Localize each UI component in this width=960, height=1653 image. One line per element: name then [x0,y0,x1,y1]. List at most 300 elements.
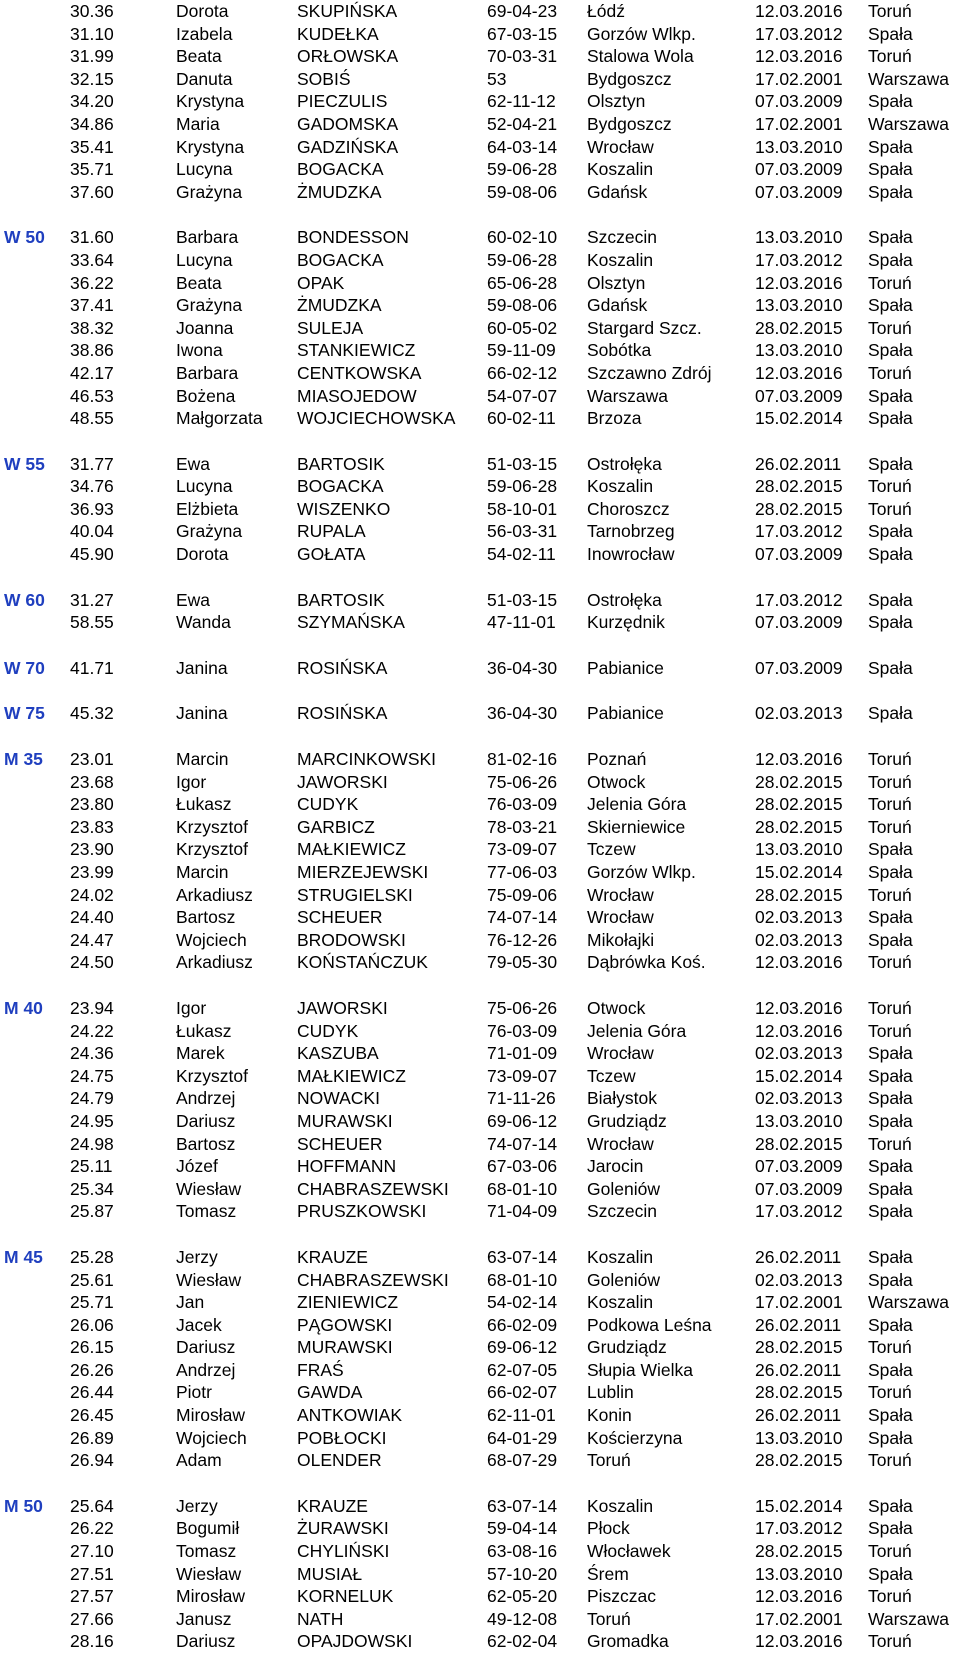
record-row [0,816,960,839]
birthplace-cell: Bydgoszcz [587,68,672,89]
date-cell: 28.02.2015 [755,476,843,497]
category-label: W 55 [4,453,45,474]
venue-cell: Spała [868,453,913,474]
venue-cell: Spała [868,227,913,248]
group-spacer [0,974,960,997]
last-name-cell: CUDYK [297,794,359,815]
time-cell: 26.45 [70,1405,114,1426]
first-name-cell: Arkadiusz [176,952,253,973]
record-row [0,0,960,23]
record-row [0,1404,960,1427]
time-cell: 25.28 [70,1246,114,1267]
record-row [0,362,960,385]
birth-date-cell: 75-06-26 [487,771,558,792]
date-cell: 13.03.2010 [755,340,843,361]
time-cell: 25.71 [70,1292,114,1313]
first-name-cell: Marek [176,1043,225,1064]
birth-date-cell: 75-06-26 [487,997,558,1018]
first-name-cell: Bogumił [176,1518,240,1539]
birth-date-cell: 59-08-06 [487,181,558,202]
venue-cell: Spała [868,408,913,429]
date-cell: 02.03.2013 [755,1088,843,1109]
date-cell: 12.03.2016 [755,749,843,770]
venue-cell: Spała [868,1359,913,1380]
last-name-cell: RUPALA [297,521,366,542]
birth-date-cell: 54-02-11 [487,544,556,565]
time-cell: 25.11 [70,1156,113,1177]
time-cell: 28.16 [70,1631,114,1652]
last-name-cell: BOGACKA [297,249,384,270]
birthplace-cell: Skierniewice [587,816,686,837]
birth-date-cell: 71-11-26 [487,1088,556,1109]
birthplace-cell: Tczew [587,839,636,860]
category-label: M 40 [4,997,43,1018]
birth-date-cell: 54-02-14 [487,1292,558,1313]
first-name-cell: Barbara [176,227,239,248]
venue-cell: Spała [868,1563,913,1584]
birthplace-cell: Gorzów Wlkp. [587,862,696,882]
first-name-cell: Dorota [176,1,229,21]
category-group [0,226,960,429]
category-group [0,1495,960,1653]
record-row [0,1133,960,1156]
birthplace-cell: Warszawa [587,385,669,406]
group-spacer [0,725,960,748]
time-cell: 24.50 [70,952,114,973]
venue-cell: Spała [868,1043,913,1064]
birth-date-cell: 64-03-14 [487,136,558,157]
venue-cell: Warszawa [868,113,950,134]
date-cell: 13.03.2010 [755,1110,843,1131]
birthplace-cell: Kościerzyna [587,1427,683,1448]
time-cell: 24.36 [70,1043,114,1064]
venue-cell: Spała [868,1495,913,1516]
venue-cell: Spała [868,1178,913,1199]
birthplace-cell: Grudziądz [587,1110,667,1131]
venue-cell: Toruń [868,1337,912,1358]
date-cell: 12.03.2016 [755,997,843,1018]
record-row [0,951,960,974]
last-name-cell: SZYMAŃSKA [297,612,405,633]
birth-date-cell: 54-07-07 [487,385,558,406]
venue-cell: Toruń [868,46,912,67]
venue-cell: Spała [868,1427,913,1448]
first-name-cell: Jacek [176,1314,222,1335]
first-name-cell: Danuta [176,68,233,89]
time-cell: 31.27 [70,589,114,610]
last-name-cell: OPAK [297,272,345,293]
birth-date-cell: 52-04-21 [487,113,558,134]
first-name-cell: Jan [176,1292,205,1313]
birth-date-cell: 74-07-14 [487,1133,558,1154]
record-row [0,1608,960,1631]
birthplace-cell: Koszalin [587,249,654,270]
date-cell: 15.02.2014 [755,862,843,882]
birthplace-cell: Olsztyn [587,272,646,293]
record-row [0,1155,960,1178]
last-name-cell: BOGACKA [297,476,384,497]
birthplace-cell: Jelenia Góra [587,1020,687,1041]
birthplace-cell: Lublin [587,1382,634,1403]
venue-cell: Toruń [868,771,912,792]
date-cell: 02.03.2013 [755,1269,843,1290]
record-row [0,1110,960,1133]
date-cell: 15.02.2014 [755,1065,843,1086]
time-cell: 24.75 [70,1065,114,1086]
venue-cell: Spała [868,657,913,678]
record-row [0,657,960,680]
record-row [0,1495,960,1518]
time-cell: 24.02 [70,884,114,905]
last-name-cell: BARTOSIK [297,589,385,610]
time-cell: 31.10 [70,23,114,44]
birth-date-cell: 53 [487,68,507,89]
last-name-cell: POBŁOCKI [297,1427,387,1448]
first-name-cell: Wiesław [176,1269,242,1290]
date-cell: 12.03.2016 [755,362,843,383]
first-name-cell: Ewa [176,589,211,610]
venue-cell: Spała [868,929,913,950]
last-name-cell: ORŁOWSKA [297,46,399,67]
last-name-cell: CHABRASZEWSKI [297,1269,449,1290]
birthplace-cell: Bydgoszcz [587,113,672,134]
category-label: W 60 [4,589,45,610]
venue-cell: Spała [868,1246,913,1267]
time-cell: 45.32 [70,703,114,724]
date-cell: 12.03.2016 [755,46,843,67]
birthplace-cell: Jarocin [587,1156,644,1177]
birthplace-cell: Choroszcz [587,498,670,519]
venue-cell: Toruń [868,997,912,1018]
record-row [0,1042,960,1065]
birth-date-cell: 68-01-10 [487,1178,558,1199]
last-name-cell: WOJCIECHOWSKA [297,408,456,429]
group-spacer [0,203,960,226]
venue-cell: Spała [868,839,913,860]
first-name-cell: Bartosz [176,1133,236,1154]
time-cell: 25.61 [70,1269,114,1290]
last-name-cell: MIASOJEDOW [297,385,417,406]
birth-date-cell: 47-11-01 [487,612,556,633]
last-name-cell: CHYLIŃSKI [297,1541,390,1562]
last-name-cell: PĄGOWSKI [297,1314,393,1335]
date-cell: 17.03.2012 [755,589,843,610]
time-cell: 25.34 [70,1178,114,1199]
last-name-cell: GADZIŃSKA [297,136,399,157]
record-row [0,181,960,204]
time-cell: 26.22 [70,1518,114,1539]
first-name-cell: Krystyna [176,136,245,157]
time-cell: 34.20 [70,91,114,112]
time-cell: 26.06 [70,1314,114,1335]
birthplace-cell: Grudziądz [587,1337,667,1358]
birth-date-cell: 59-04-14 [487,1518,558,1539]
birth-date-cell: 51-03-15 [487,589,558,610]
date-cell: 28.02.2015 [755,794,843,815]
birth-date-cell: 59-11-09 [487,340,556,361]
first-name-cell: Piotr [176,1382,212,1403]
category-group [0,1246,960,1472]
category-label: W 75 [4,703,45,724]
group-spacer [0,679,960,702]
birth-date-cell: 78-03-21 [487,816,558,837]
group-spacer [0,566,960,589]
last-name-cell: MURAWSKI [297,1337,393,1358]
first-name-cell: Wanda [176,612,231,633]
time-cell: 30.36 [70,1,114,21]
time-cell: 38.32 [70,317,114,338]
record-row [0,1563,960,1586]
date-cell: 07.03.2009 [755,159,843,180]
first-name-cell: Mirosław [176,1586,246,1607]
first-name-cell: Lucyna [176,249,233,270]
record-row [0,158,960,181]
last-name-cell: FRAŚ [297,1359,344,1380]
last-name-cell: BONDESSON [297,227,409,248]
date-cell: 07.03.2009 [755,181,843,202]
date-cell: 13.03.2010 [755,839,843,860]
birthplace-cell: Koszalin [587,1292,654,1313]
time-cell: 24.47 [70,929,114,950]
last-name-cell: OPAJDOWSKI [297,1631,413,1652]
birth-date-cell: 62-11-01 [487,1405,556,1426]
first-name-cell: Beata [176,46,222,67]
time-cell: 31.60 [70,227,114,248]
venue-cell: Spała [868,862,913,882]
venue-cell: Spała [868,544,913,565]
time-cell: 23.68 [70,771,114,792]
birthplace-cell: Gorzów Wlkp. [587,23,696,44]
birth-date-cell: 59-06-28 [487,159,558,180]
date-cell: 28.02.2015 [755,317,843,338]
time-cell: 48.55 [70,408,114,429]
last-name-cell: BARTOSIK [297,453,385,474]
birth-date-cell: 63-07-14 [487,1246,558,1267]
last-name-cell: HOFFMANN [297,1156,397,1177]
time-cell: 24.95 [70,1110,114,1131]
birthplace-cell: Toruń [587,1608,631,1629]
date-cell: 26.02.2011 [755,453,842,474]
venue-cell: Spała [868,521,913,542]
last-name-cell: ZIENIEWICZ [297,1292,399,1313]
first-name-cell: Dorota [176,544,229,565]
record-row [0,475,960,498]
first-name-cell: Wiesław [176,1178,242,1199]
birth-date-cell: 70-03-31 [487,46,558,67]
date-cell: 26.02.2011 [755,1405,842,1426]
last-name-cell: KORNELUK [297,1586,394,1607]
first-name-cell: Dariusz [176,1337,236,1358]
last-name-cell: JAWORSKI [297,771,388,792]
last-name-cell: MARCINKOWSKI [297,749,437,770]
date-cell: 28.02.2015 [755,771,843,792]
record-row [0,906,960,929]
date-cell: 07.03.2009 [755,385,843,406]
birth-date-cell: 68-01-10 [487,1269,558,1290]
last-name-cell: STANKIEWICZ [297,340,416,361]
birthplace-cell: Wrocław [587,907,654,928]
last-name-cell: MAŁKIEWICZ [297,1065,406,1086]
record-row [0,498,960,521]
time-cell: 38.86 [70,340,114,361]
birthplace-cell: Gdańsk [587,295,648,316]
birthplace-cell: Ostrołęka [587,453,662,474]
venue-cell: Spała [868,1518,913,1539]
birth-date-cell: 58-10-01 [487,498,558,519]
birthplace-cell: Otwock [587,771,646,792]
birth-date-cell: 63-08-16 [487,1541,558,1562]
category-group [0,748,960,974]
date-cell: 17.03.2012 [755,1201,843,1222]
time-cell: 42.17 [70,362,114,383]
record-row [0,249,960,272]
venue-cell: Toruń [868,1133,912,1154]
record-row [0,520,960,543]
time-cell: 41.71 [70,657,114,678]
birthplace-cell: Olsztyn [587,91,646,112]
first-name-cell: Lucyna [176,476,233,497]
venue-cell: Toruń [868,1382,912,1403]
last-name-cell: GAWDA [297,1382,363,1403]
last-name-cell: SCHEUER [297,907,383,928]
record-row [0,1291,960,1314]
first-name-cell: Bożena [176,385,236,406]
record-row [0,1246,960,1269]
date-cell: 07.03.2009 [755,1156,843,1177]
birth-date-cell: 66-02-09 [487,1314,558,1335]
venue-cell: Spała [868,23,913,44]
date-cell: 17.03.2012 [755,249,843,270]
last-name-cell: KUDEŁKA [297,23,379,44]
birthplace-cell: Śrem [587,1563,629,1584]
birth-date-cell: 62-11-12 [487,91,556,112]
birthplace-cell: Brzoza [587,408,642,429]
time-cell: 24.22 [70,1020,114,1041]
time-cell: 40.04 [70,521,114,542]
birth-date-cell: 59-06-28 [487,476,558,497]
time-cell: 23.94 [70,997,114,1018]
category-label: W 70 [4,657,45,678]
birthplace-cell: Stargard Szcz. [587,317,702,338]
first-name-cell: Łukasz [176,794,232,815]
venue-cell: Toruń [868,1631,912,1652]
birthplace-cell: Płock [587,1518,630,1539]
venue-cell: Toruń [868,749,912,770]
first-name-cell: Wojciech [176,1427,247,1448]
date-cell: 02.03.2013 [755,703,843,724]
first-name-cell: Marcin [176,749,229,770]
birth-date-cell: 75-09-06 [487,884,558,905]
record-row [0,407,960,430]
first-name-cell: Grażyna [176,295,243,316]
date-cell: 07.03.2009 [755,544,843,565]
record-row [0,45,960,68]
first-name-cell: Krzysztof [176,839,248,860]
time-cell: 37.60 [70,181,114,202]
record-row [0,1065,960,1088]
last-name-cell: PRUSZKOWSKI [297,1201,427,1222]
birthplace-cell: Koszalin [587,1495,654,1516]
date-cell: 28.02.2015 [755,498,843,519]
time-cell: 24.40 [70,907,114,928]
birthplace-cell: Konin [587,1405,632,1426]
record-row [0,1359,960,1382]
time-cell: 26.26 [70,1359,114,1380]
date-cell: 17.03.2012 [755,521,843,542]
record-row [0,997,960,1020]
last-name-cell: ŻMUDZKA [297,181,382,202]
birthplace-cell: Włocławek [587,1541,671,1562]
first-name-cell: Igor [176,997,207,1018]
category-label: M 50 [4,1495,43,1516]
time-cell: 34.86 [70,113,114,134]
birthplace-cell: Sobótka [587,340,652,361]
birth-date-cell: 69-04-23 [487,1,558,21]
birth-date-cell: 62-05-20 [487,1586,558,1607]
birth-date-cell: 57-10-20 [487,1563,558,1584]
time-cell: 26.89 [70,1427,114,1448]
venue-cell: Spała [868,1314,913,1335]
time-cell: 32.15 [70,68,114,89]
birth-date-cell: 59-08-06 [487,295,558,316]
birthplace-cell: Ostrołęka [587,589,662,610]
birthplace-cell: Szczecin [587,227,658,248]
time-cell: 46.53 [70,385,114,406]
time-cell: 31.99 [70,46,114,67]
birthplace-cell: Poznań [587,749,647,770]
record-row [0,1517,960,1540]
first-name-cell: Józef [176,1156,218,1177]
time-cell: 31.77 [70,453,114,474]
date-cell: 28.02.2015 [755,1450,843,1471]
last-name-cell: SOBIŚ [297,68,351,89]
category-group [0,589,960,634]
record-row [0,861,960,884]
birthplace-cell: Wrocław [587,1133,654,1154]
venue-cell: Spała [868,612,913,633]
last-name-cell: MUSIAŁ [297,1563,363,1584]
venue-cell: Toruń [868,794,912,815]
date-cell: 13.03.2010 [755,1563,843,1584]
time-cell: 33.64 [70,249,114,270]
first-name-cell: Jerzy [176,1246,218,1267]
first-name-cell: Beata [176,272,222,293]
birth-date-cell: 67-03-15 [487,23,558,44]
last-name-cell: ŻURAWSKI [297,1518,389,1539]
category-label: M 35 [4,749,43,770]
date-cell: 17.02.2001 [755,1292,843,1313]
venue-cell: Toruń [868,362,912,383]
date-cell: 28.02.2015 [755,1541,843,1562]
category-label: W 50 [4,227,45,248]
last-name-cell: NOWACKI [297,1088,380,1109]
birth-date-cell: 60-02-11 [487,408,556,429]
first-name-cell: Igor [176,771,207,792]
birthplace-cell: Szczecin [587,1201,658,1222]
venue-cell: Toruń [868,1541,912,1562]
record-row [0,1381,960,1404]
birthplace-cell: Piszczac [587,1586,657,1607]
time-cell: 27.51 [70,1563,114,1584]
date-cell: 17.02.2001 [755,1608,843,1629]
last-name-cell: WISZENKO [297,498,391,519]
last-name-cell: GOŁATA [297,544,366,565]
last-name-cell: STRUGIELSKI [297,884,413,905]
birthplace-cell: Białystok [587,1088,658,1109]
time-cell: 25.64 [70,1495,114,1516]
first-name-cell: Janusz [176,1608,232,1629]
birthplace-cell: Łódź [587,1,625,21]
